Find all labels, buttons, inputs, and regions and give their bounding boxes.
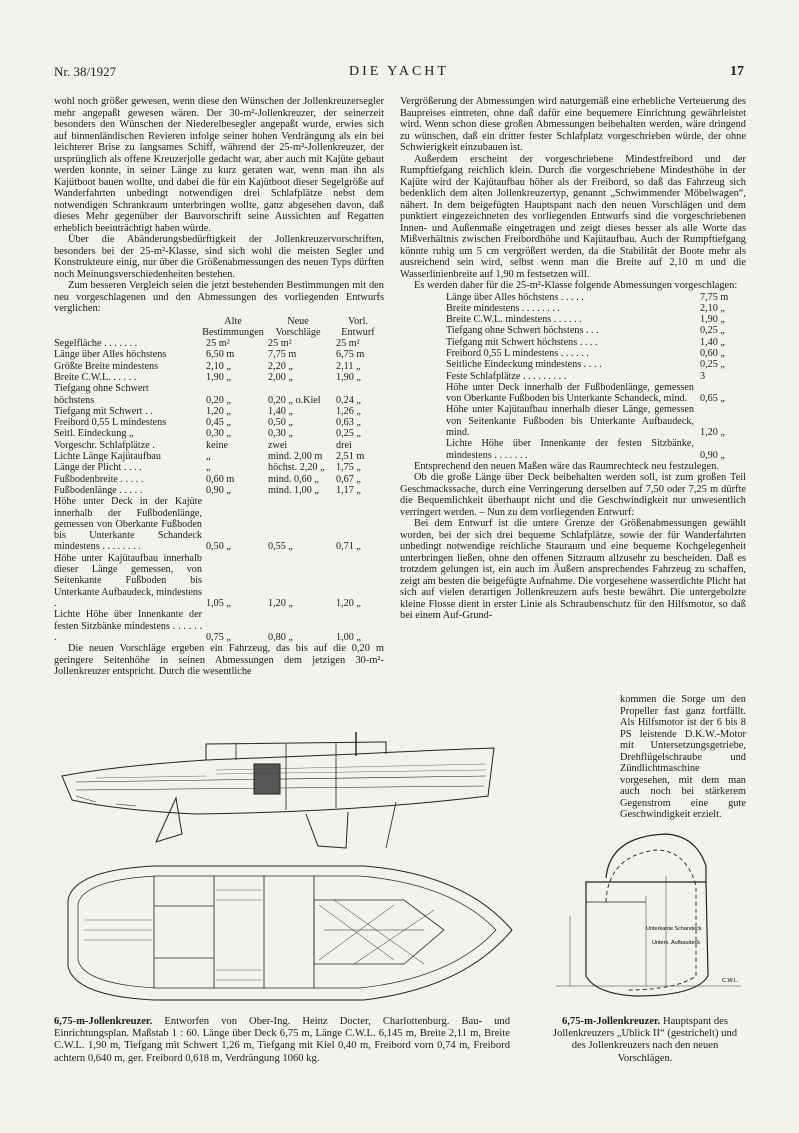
row-value: 1,40 „ (268, 405, 293, 417)
row-label: Höhe unter Kajütaufbau innerhalb dieser Länge gemessen, von Seitenkante Fußboden bis Unterkante Aufbaudeck, mindestens . (54, 552, 202, 609)
row-label: Länge über Alles höchstens (54, 349, 167, 361)
row-value: 1,05 „ (206, 597, 231, 609)
row-value: 25 m² (336, 338, 360, 350)
table-row (54, 417, 384, 428)
row-label: Freibord 0,55 L mindestens (54, 417, 167, 429)
page-header (54, 64, 744, 84)
table-row (446, 292, 746, 303)
paragraph: Entsprechend den neuen Maßen wäre das Raumrechteck neu festzulegen. (414, 460, 719, 472)
midship-section-drawing (546, 826, 746, 1012)
row-value: 0,25 „ (700, 359, 725, 371)
table-row (54, 440, 384, 451)
row-value (332, 383, 384, 394)
row-value: 1,20 „ (268, 597, 293, 609)
row-value: 0,50 „ (268, 417, 293, 429)
caption-title: 6,75-m-Jollenkreuzer. (562, 1016, 661, 1027)
left-column (54, 96, 384, 678)
table-row (54, 395, 384, 406)
row-value: 7,75 m (700, 291, 729, 303)
figure-caption-left (54, 1016, 510, 1065)
row-value: mind. 2,00 m (268, 451, 323, 463)
row-value: höchst. 2,20 „ (268, 462, 325, 474)
paragraph: Bei dem Entwurf ist die untere Grenze der Größenabmessungen gewählt worden, bei der sich drei bequeme Schlafplätze, sowie der für Wanderfahrten unbedingt notwendige reichliche Stauraum und eine bequeme Kochgelegenheit unterbringen ließen, ohne den offenen Sitzraum allzusehr zu bescheiden. Daß es trotzdem gelungen ist, ein auch im Äußern ansprechendes Fahrzeug zu schaffen, zeigt am besten die beigefügte Aufnahme. Die vorgesehene wasserdichte Plicht hat sich auf vielen derartigen Jollenkreuzern aufs beste bewährt. Die untergebolzte kleine Flosse dient in erster Linie als Schraubenschutz für den Hilfsmotor, so daß bei einem Auf-Grund- (400, 518, 746, 622)
row-label: Tiefgang ohne Schwert höchstens . . . (446, 325, 599, 337)
paragraph: wohl noch größer gewesen, wenn diese den Wünschen der Jollenkreuzersegler mehr angepaßt gewesen wären. Der 30-m²-Jollenkreuzer, der seinerzeit besonders den Wünschen der Niederelbesegler angepaßt wurde, erwies sich auf binnenländischen Revieren infolge seiner hohen Verdrängung als ein bei leichterer Brise zu langsames Schiff, während der 25-m²-Jollenkreuzer, der ursprünglich als offene Kreuzerjolle gedacht war, aber auch mit Kajüte gebaut werden konnte, in seiner Länge zu kurz geraten war, wenn man ihn als Kajütboot bauen wollte, und dabei die für ein Kajütboot dieser Segelgröße auf Wanderfahrten unbedingt notwendigen drei Schlafplätze nebst dem notwendigen Schrankraum unterbringen wollte, ganz abgesehen davon, daß dieses Mehr gegenüber der Bauvorschrift seine Aussichten auf Regatten erheblich beeinträchtigt haben würde. (54, 96, 384, 234)
table-row (446, 382, 746, 405)
row-label: Größte Breite mindestens (54, 360, 159, 372)
row-label: Breite mindestens . . . . . . . . (446, 302, 561, 314)
row-value: 1,20 „ (700, 427, 725, 439)
row-value: 0,63 „ (336, 417, 361, 429)
table-row (446, 348, 746, 359)
row-label: Länge der Plicht . . . . (54, 462, 142, 474)
row-value: 0,55 „ (268, 541, 293, 553)
row-value (202, 383, 264, 394)
paragraph: Es werden daher für die 25-m²-Klasse folgende Abmessungen vorgeschlagen: (414, 280, 738, 291)
cabin-top (606, 834, 706, 882)
paragraph: Außerdem erscheint der vorgeschriebene Mindestfreibord und der Rumpftiefgang reichlich klein. Durch die vorgeschriebene Mindesthöhe in der Kajüte wird der Kajütaufbau höher als der Freibord, so daß das Fahrzeug sich bedenklich dem alten Jollenkreuzertyp, genannt „Schwimmender Möbelwagen“, nähert. In dem beigefügten Hauptspant nach den neuen Vorschlägen und dem punktiert eingezeichneten des vorliegenden Entwurfs sind die vorgeschriebenen Innen- und Außenmaße eingetragen und zeigt dieses besser als alle Worte das Mißverhältnis zwischen Freibordhöhe und Kajütaufbau. Auch der Rumpftiefgang könnte ruhig um 5 cm vergrößert werden, da die Stabilität der Boote mehr als ausreichend sein wird, selbst wenn man die Breite auf 2,10 m und die Wasserlinienbreite auf 1,90 m festsetzen will. (400, 153, 746, 280)
table-row (54, 496, 384, 552)
row-value: drei (336, 439, 352, 451)
row-label: Lichte Länge Kajütaufbau (54, 451, 161, 463)
row-value: 0,20 „ o.Kiel (268, 394, 321, 406)
table-row (446, 371, 746, 382)
row-label: Länge über Alles höchstens . . . . . (446, 291, 584, 303)
table-row (446, 438, 746, 461)
side-elevation-drawing (56, 730, 526, 854)
deck-plan-label2: Unterk. Aufbaudeck (652, 940, 701, 946)
table-row (54, 462, 384, 473)
row-value: 1,20 „ (206, 405, 231, 417)
row-label: Breite C.W.L. mindestens . . . . . . (446, 314, 582, 326)
row-value: 1,90 „ (206, 371, 231, 383)
table-row (446, 325, 746, 336)
caption-text: Hauptspant des Jollenkreuzers „Ublick II“ (gestrichelt) und des Jollenkreuzers nach den neuen Vorschlägen. (552, 1016, 738, 1064)
row-label: Höhe unter Deck in der Kajüte innerhalb der Fußbodenlänge, gemessen von Oberkante Fußboden bis Unterkante Schandeck mindestens . . . . . . . . (54, 496, 202, 553)
row-value: 25 m² (268, 338, 292, 350)
table-row (54, 383, 384, 394)
row-value: keine (206, 439, 229, 451)
table-row (446, 404, 746, 438)
row-value: 25 m² (206, 338, 230, 350)
row-value: 0,45 „ (206, 417, 231, 429)
row-label: Vorgeschr. Schlafplätze . (54, 439, 155, 451)
row-value: 7,75 m (268, 349, 297, 361)
row-value: 0,60 m (206, 473, 235, 485)
table-row (54, 406, 384, 417)
paragraph: Zum besseren Vergleich seien die jetzt bestehenden Bestimmungen mit den neu vorgeschlagenen und den Abmessungen des vorliegenden Entwurfs verglichen: (54, 280, 384, 314)
comparison-table (54, 316, 384, 644)
table-row (54, 428, 384, 439)
row-value: 0,20 „ (206, 394, 231, 406)
row-label: Segelfläche . . . . . . . (54, 338, 138, 350)
row-label: Seitl. Eindeckung „ (54, 428, 134, 440)
col-header-old: Alte Bestimmungen (202, 315, 264, 338)
row-value: 2,10 „ (700, 302, 725, 314)
cwl-label: C.W.L. (722, 978, 739, 984)
table-row (54, 372, 384, 383)
page-number: 17 (730, 64, 744, 79)
deck-plan-label1: Unterkante Schandeck (646, 926, 702, 932)
paragraph: Ob die große Länge über Deck beibehalten werden soll, ist zum großen Teil Geschmackssache, durch eine Verringerung derselben auf 7,50 oder 7,25 m dürfte die Bequemlichkeit überhaupt nicht und die Geschwindigkeit nur unwesentlich verringert werden. – Nun zu dem vorliegenden Entwurf: (400, 472, 746, 518)
row-label: Höhe unter Kajütaufbau innerhalb dieser Länge, gemessen von Seitenkante Fußboden bis Unterkante Aufbaudeck, mind. (446, 404, 694, 439)
row-value: 6,75 m (336, 349, 365, 361)
row-value: 0,30 „ (206, 428, 231, 440)
hull-section (586, 882, 708, 996)
table-row (54, 609, 384, 643)
deck-plan-drawing (64, 860, 516, 1008)
table-row (54, 485, 384, 496)
row-label: Breite C.W.L. . . . . . (54, 371, 137, 383)
row-value: 0,67 „ (336, 473, 361, 485)
row-value: 0,30 „ (268, 428, 293, 440)
caption-title: 6,75-m-Jollenkreuzer. (54, 1016, 153, 1027)
row-label: Fußbodenbreite . . . . . (54, 473, 144, 485)
table-row (54, 349, 384, 360)
col-header-new: Neue Vorschläge (275, 315, 321, 338)
magazine-title: DIE YACHT (349, 64, 449, 79)
row-value: 2,00 „ (268, 371, 293, 383)
table-row (54, 553, 384, 609)
row-value: „ (206, 462, 211, 474)
row-value: 0,24 „ (336, 394, 361, 406)
row-value: 1,90 „ (336, 371, 361, 383)
row-value: „ (206, 451, 211, 463)
figure-caption-right (545, 1016, 745, 1065)
row-label: Tiefgang mit Schwert höchstens . . . . (446, 336, 598, 348)
row-label: Fußbodenlänge . . . . . (54, 484, 143, 496)
table-header (54, 316, 384, 339)
row-value: 0,90 „ (206, 484, 231, 496)
row-value: 1,90 „ (700, 314, 725, 326)
caption-text: Entworfen von Ober-Ing. Heinz Docter, Charlottenburg. Bau- und Einrichtungsplan. Maßstab 1 : 60. Länge über Deck 6,75 m, Länge C.W.L. 6,145 m, Breite 2,11 m, Breite C.W.L. 1,90 m, Tiefgang mit Schwert 1,26 m, Tiefgang mit Kiel 0,40 m, Freibord vorn 0,74 m, Freibord achtern 0,640 m, ger. Freibord 0,618 m, Verdrängung 1060 kg. (54, 1016, 510, 1064)
issue-number: Nr. 38/1927 (54, 64, 117, 79)
row-label: Tiefgang ohne Schwert (54, 383, 149, 395)
row-label: Tiefgang mit Schwert . . (54, 405, 153, 417)
table-row (446, 359, 746, 370)
row-value: 0,71 „ (336, 541, 361, 553)
table-row (54, 338, 384, 349)
row-value: 6,50 m (206, 349, 235, 361)
row-value: 1,00 „ (336, 631, 361, 643)
proposal-table (446, 292, 746, 461)
row-label: Lichte Höhe über Innenkante der festen Sitzbänke mindestens . . . . . . . (54, 609, 202, 643)
row-value: 0,80 „ (268, 631, 293, 643)
row-value: mind. 0,60 „ (268, 473, 319, 485)
paragraph: Die neuen Vorschläge ergeben ein Fahrzeug, das bis auf die 0,20 m geringere Seitenhöhe in seinen Abmessungen dem jetzigen 30-m²-Jollenkreuzer entspricht. Durch die wesentliche (54, 643, 384, 678)
row-value (264, 383, 332, 394)
row-value: 2,11 „ (336, 360, 361, 372)
row-value: 1,75 „ (336, 462, 361, 474)
row-value: 1,17 „ (336, 484, 361, 496)
row-value: 0,25 „ (700, 325, 725, 337)
row-value: 2,51 m (336, 451, 365, 463)
paragraph: Über die Abänderungsbedürftigkeit der Jollenkreuzervorschriften, besonders bei der 25-m²-Klasse, sind sich wohl die meisten Segler und Konstrukteure einig, nur über die Größenabmessungen des neuen Typs dürften noch Meinungsverschiedenheiten bestehen. (54, 234, 384, 280)
row-value: 1,20 „ (336, 597, 361, 609)
table-row (446, 303, 746, 314)
table-row (54, 474, 384, 485)
row-label: Höhe unter Deck innerhalb der Fußbodenlänge, gemessen von Oberkante Fußboden bis Unterkante Schandeck, mind. (446, 381, 694, 405)
table-row (446, 337, 746, 348)
row-value: 0,65 „ (700, 393, 725, 405)
row-label: Freibord 0,55 L mindestens . . . . . . (446, 347, 589, 359)
col-header-draft: Vorl. Entwurf (341, 315, 375, 338)
row-value: 2,20 „ (268, 360, 293, 372)
row-value: 0,50 „ (206, 541, 231, 553)
row-value: 1,40 „ (700, 336, 725, 348)
row-value: 3 (700, 370, 706, 382)
row-value: mind. 1,00 „ (268, 484, 319, 496)
row-value: 0,90 „ (700, 449, 725, 461)
row-label: Seitliche Eindeckung mindestens . . . . (446, 359, 602, 371)
table-row (54, 451, 384, 462)
row-value: 2,10 „ (206, 360, 231, 372)
table-row (446, 314, 746, 325)
right-column (400, 96, 746, 622)
side-paragraph: kommen die Sorge um den Propeller fast ganz fortfällt. Als Hilfsmotor ist der 6 bis 8 PS leistende D.K.W.-Motor mit Untersetzungsgetriebe, Drehflügelschraube und Zündlichtmaschine vorgesehen, mit dem man auch noch bei stärkerem Gegenstrom eine gute Geschwindigkeit erzielt. (620, 694, 746, 820)
row-label: Lichte Höhe über Innenkante der festen Sitzbänke, mindestens . . . . . . . (446, 438, 694, 461)
row-value: 1,26 „ (336, 405, 361, 417)
row-value: 0,75 „ (206, 631, 231, 643)
deck-outline (68, 866, 512, 1000)
row-label: höchstens (54, 394, 95, 406)
paragraph: Vergrößerung der Abmessungen wird naturgemäß eine erhebliche Verteuerung des Baupreises eintreten, ohne daß dafür eine bequemere Einrichtung gewährleistet wird. Wenn schon diese großen Abmessungen beibehalten werden, wäre dringend zu wünschen, daß ein dritter fester Schlafplatz vorgeschrieben würde, der ohne Schwierigkeit einzubauen ist. (400, 96, 746, 153)
table-row (54, 361, 384, 372)
row-label: Feste Schlafplätze . . . . . . . . . (446, 370, 567, 382)
row-value: zwei (268, 439, 288, 451)
row-value: 0,25 „ (336, 428, 361, 440)
row-value: 0,60 „ (700, 347, 725, 359)
